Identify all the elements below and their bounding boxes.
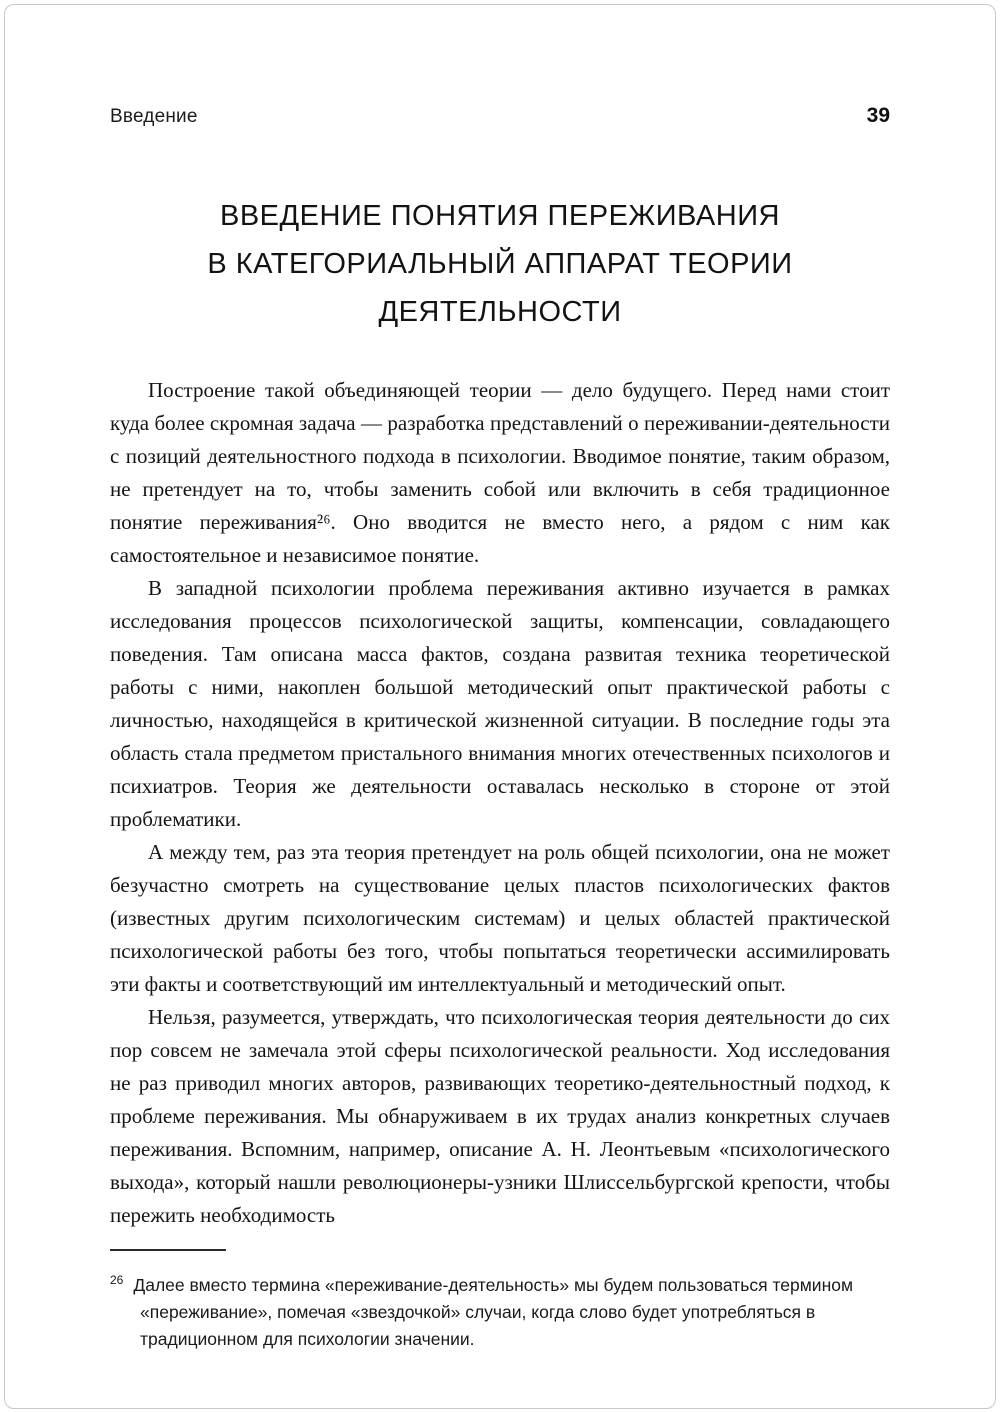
footnote — [110, 1267, 890, 1353]
footnote-marker: 26 — [110, 1273, 124, 1288]
footnote-block — [110, 1249, 890, 1353]
running-head — [110, 104, 890, 128]
chapter-title-line: В КАТЕГОРИАЛЬНЫЙ АППАРАТ ТЕОРИИ — [207, 248, 793, 280]
footnote-separator — [110, 1249, 226, 1251]
page-number: 39 — [866, 104, 890, 127]
body-text — [110, 374, 890, 1232]
page-content — [110, 104, 890, 1353]
body-paragraph: В западной психологии проблема переживания активно изучается в рамках исследования процессов психологической защиты, компенсации, совладающего поведения. Там описана масса фактов, создана развитая техника теоретической работы с ними, накоплен большой методический опыт практической работы с личностью, находящейся в критической жизненной ситуации. В последние годы эта область стала предметом пристального внимания многих отечественных психологов и психиатров. Теория же деятельности оставалась несколько в стороне от этой проблематики. — [110, 576, 890, 831]
body-paragraph: Построение такой объединяющей теории — дело будущего. Перед нами стоит куда более скромная задача — разработка представлений о переживании-деятельности с позиций деятельностного подхода в психологии. Вводимое понятие, таким образом, не претендует на то, чтобы заменить собой или включить в себя традиционное понятие переживания²⁶. Оно вводится не вместо него, а рядом с ним как самостоятельное и независимое понятие. — [110, 378, 890, 567]
running-head-title: Введение — [110, 106, 198, 127]
footnote-text: Далее вместо термина «переживание-деятельность» мы будем пользоваться термином «переживание», помечая «звездочкой» случаи, когда слово будет употребляться в традиционном для психологии значении. — [133, 1275, 853, 1349]
chapter-title-line: ВВЕДЕНИЕ ПОНЯТИЯ ПЕРЕЖИВАНИЯ — [220, 200, 780, 232]
body-paragraph: Нельзя, разумеется, утверждать, что психологическая теория деятельности до сих пор совсем не замечала этой сферы психологической реальности. Ход исследования не раз приводил многих авторов, развивающих теоретико-деятельностный подход, к проблеме переживания. Мы обнаруживаем в их трудах анализ конкретных случаев переживания. Вспомним, например, описание А. Н. Леонтьевым «психологического выхода», который нашли революционеры-узники Шлиссельбургской крепости, чтобы пережить необходимость — [110, 1005, 890, 1227]
body-paragraph: А между тем, раз эта теория претендует на роль общей психологии, она не может безучастно смотреть на существование целых пластов психологических фактов (известных другим психологическим системам) и целых областей практической психологической работы без того, чтобы попытаться теоретически ассимилировать эти факты и соответствующий им интеллектуальный и методический опыт. — [110, 840, 890, 996]
chapter-title — [110, 192, 890, 336]
chapter-title-line: ДЕЯТЕЛЬНОСТИ — [378, 296, 622, 328]
